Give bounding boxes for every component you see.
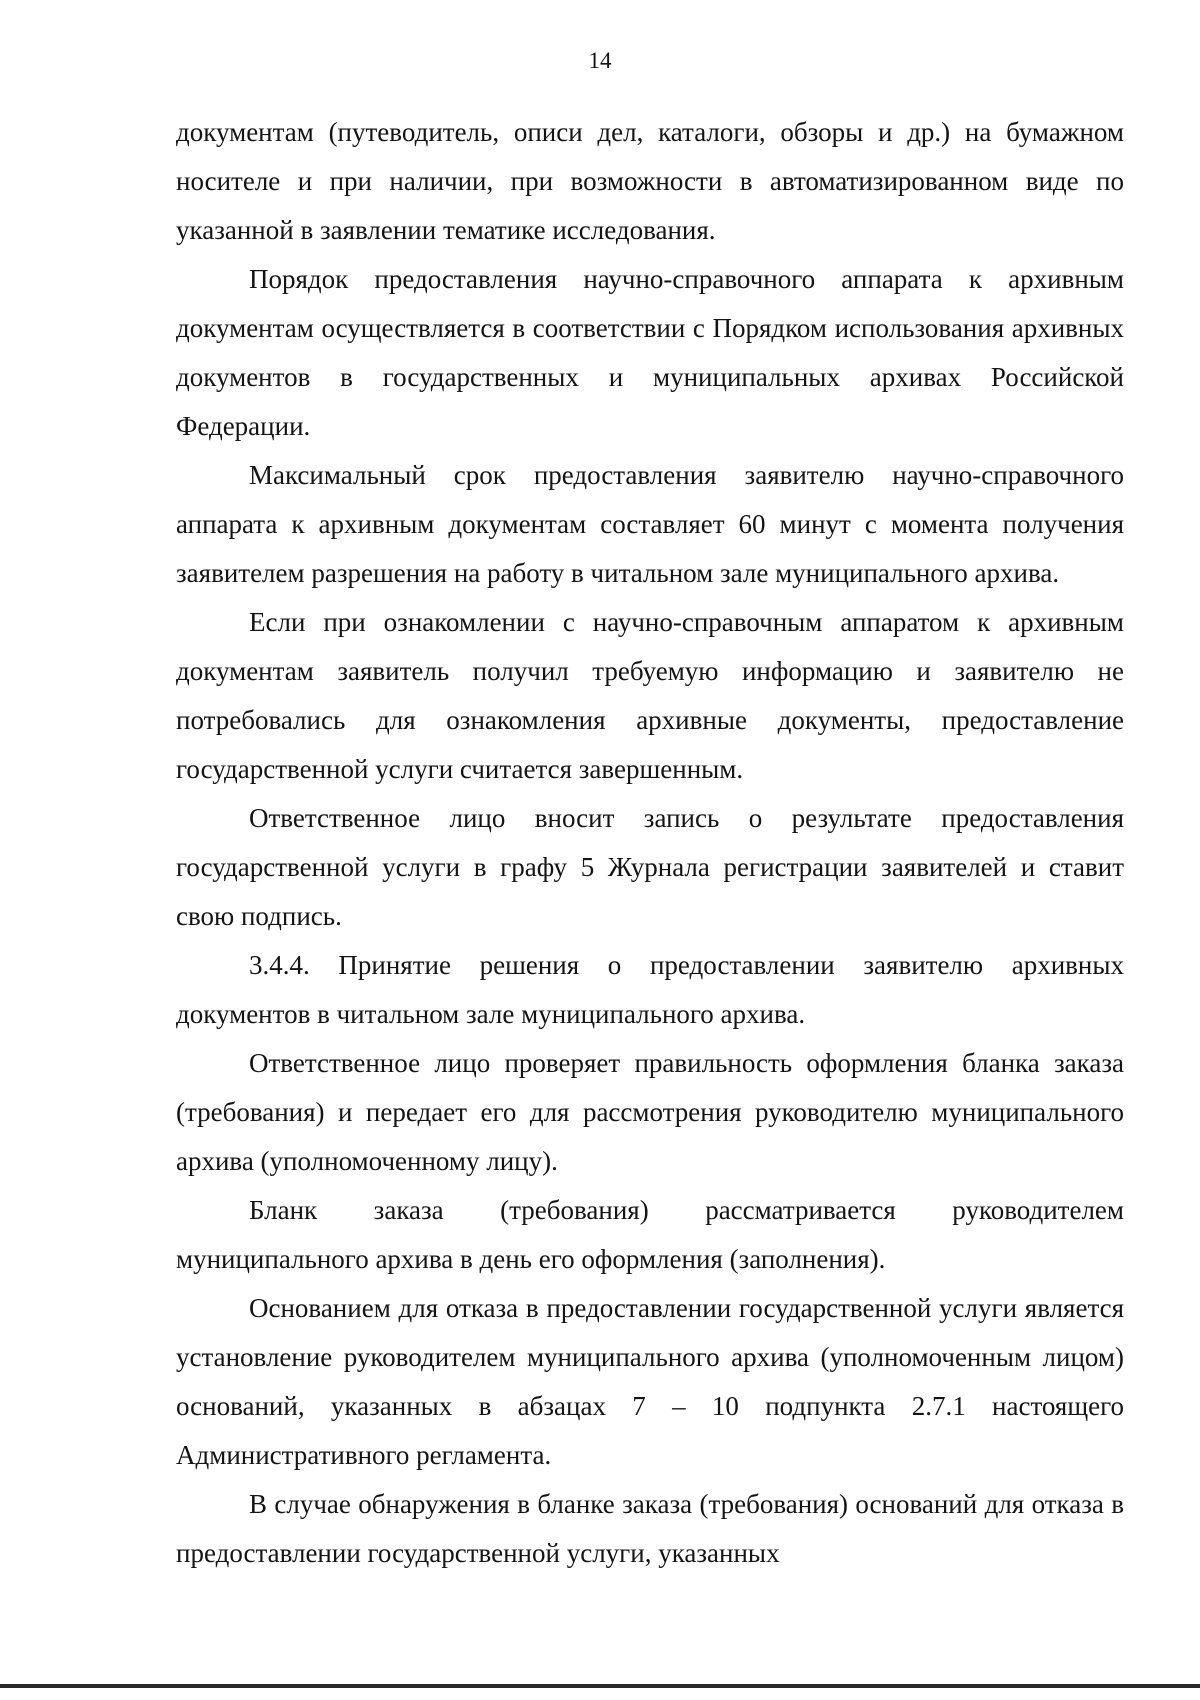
paragraph-refusal-case: В случае обнаружения в бланке заказа (требования) оснований для отказа в предоставлении государственной услуги, указанных bbox=[176, 1489, 1124, 1568]
page-number: 14 bbox=[588, 48, 612, 73]
document-body bbox=[176, 108, 1124, 1578]
paragraph-continuation: документам (путеводитель, описи дел, каталоги, обзоры и др.) на бумажном носителе и при наличии, при возможности в автоматизированном виде по указанной в заявлении тематике исследования. bbox=[176, 117, 1124, 245]
bottom-edge-line bbox=[0, 1684, 1200, 1688]
paragraph-completion: Если при ознакомлении с научно-справочным аппаратом к архивным документам заявитель получил требуемую информацию и заявителю не потребовались для ознакомления архивные документы, предоставление государственной услуги считается завершенным. bbox=[176, 607, 1124, 784]
paragraph-order-review: Бланк заказа (требования) рассматривается руководителем муниципального архива в день его оформления (заполнения). bbox=[176, 1195, 1124, 1274]
paragraph-order-check: Ответственное лицо проверяет правильность оформления бланка заказа (требования) и передает его для рассмотрения руководителю муниципального архива (уполномоченному лицу). bbox=[176, 1048, 1124, 1176]
paragraph-procedure: Порядок предоставления научно-справочного аппарата к архивным документам осуществляется в соответствии с Порядком использования архивных документов в государственных и муниципальных архивах Российской Федерации. bbox=[176, 264, 1124, 441]
section-heading-3-4-4: 3.4.4. Принятие решения о предоставлении заявителю архивных документов в читальном зале муниципального архива. bbox=[176, 950, 1124, 1029]
paragraph-refusal-grounds: Основанием для отказа в предоставлении государственной услуги является установление руководителем муниципального архива (уполномоченным лицом) оснований, указанных в абзацах 7 – 10 подпункта 2.7.1 настоящего Административного регламента. bbox=[176, 1293, 1124, 1470]
paragraph-max-term: Максимальный срок предоставления заявителю научно-справочного аппарата к архивным документам составляет 60 минут с момента получения заявителем разрешения на работу в читальном зале муниципального архива. bbox=[176, 460, 1124, 588]
paragraph-journal-entry: Ответственное лицо вносит запись о результате предоставления государственной услуги в графу 5 Журнала регистрации заявителей и ставит свою подпись. bbox=[176, 803, 1124, 931]
